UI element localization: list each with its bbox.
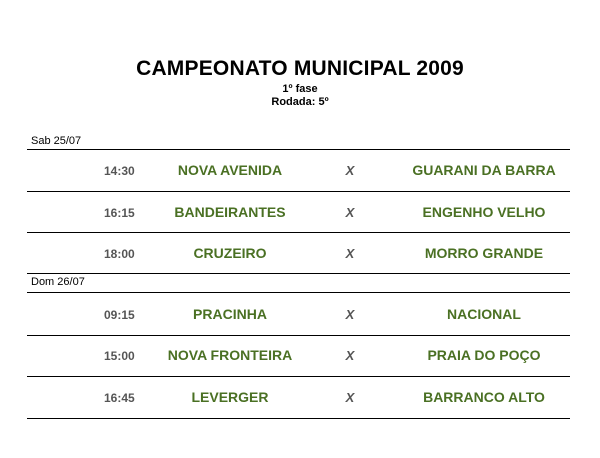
row-divider <box>27 418 570 419</box>
round-label: Rodada: 5º <box>271 96 329 108</box>
match-time: 16:45 <box>104 391 135 405</box>
match-time: 15:00 <box>104 349 135 363</box>
match-row <box>0 161 600 181</box>
versus-mark: X <box>345 246 355 261</box>
page-title: CAMPEONATO MUNICIPAL 2009 <box>136 57 464 80</box>
phase-label: 1º fase <box>282 83 318 95</box>
away-team: BARRANCO ALTO <box>423 389 545 405</box>
match-time: 09:15 <box>104 308 135 322</box>
home-team: LEVERGER <box>191 389 269 405</box>
home-team: BANDEIRANTES <box>174 204 286 220</box>
away-team: PRAIA DO POÇO <box>427 347 541 363</box>
match-row <box>0 203 600 223</box>
home-team: PRACINHA <box>193 306 267 322</box>
day-divider <box>27 292 570 293</box>
match-row <box>0 305 600 325</box>
match-row <box>0 388 600 408</box>
day-label-sunday: Dom 26/07 <box>31 276 85 288</box>
away-team: GUARANI DA BARRA <box>412 162 556 178</box>
day-label-saturday: Sab 25/07 <box>31 135 82 147</box>
day-divider <box>27 273 570 274</box>
away-team: MORRO GRANDE <box>424 245 544 261</box>
home-team: NOVA FRONTEIRA <box>167 347 293 363</box>
versus-mark: X <box>345 205 355 220</box>
match-time: 16:15 <box>104 206 135 220</box>
versus-mark: X <box>345 390 355 405</box>
row-divider <box>27 335 570 336</box>
match-time: 14:30 <box>104 164 135 178</box>
day-divider <box>27 149 570 150</box>
versus-mark: X <box>345 163 355 178</box>
home-team: CRUZEIRO <box>193 245 267 261</box>
match-row <box>0 244 600 264</box>
home-team: NOVA AVENIDA <box>177 162 283 178</box>
away-team: ENGENHO VELHO <box>422 204 546 220</box>
row-divider <box>27 376 570 377</box>
versus-mark: X <box>345 307 355 322</box>
row-divider <box>27 232 570 233</box>
match-row <box>0 346 600 366</box>
versus-mark: X <box>345 348 355 363</box>
row-divider <box>27 191 570 192</box>
away-team: NACIONAL <box>447 306 521 322</box>
match-time: 18:00 <box>104 247 135 261</box>
